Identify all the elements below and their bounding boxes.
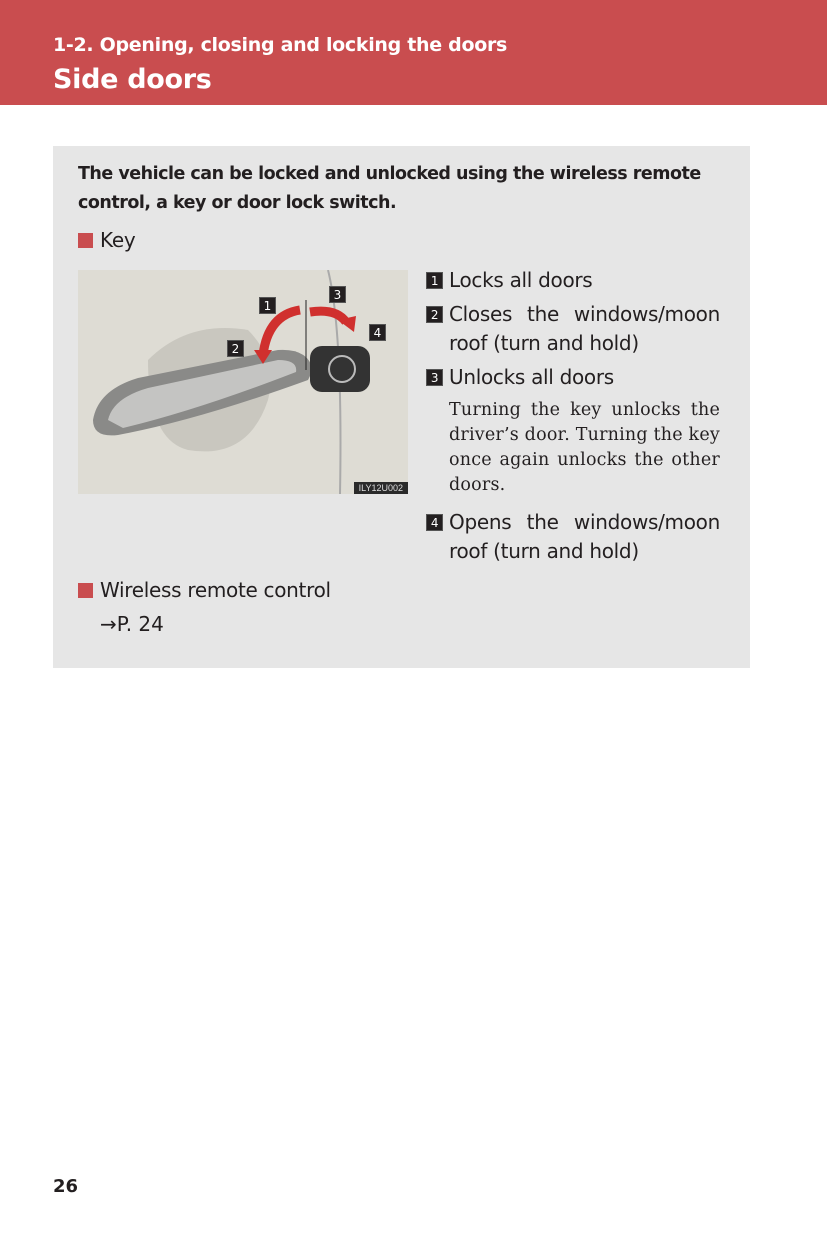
section-title: 1-2. Opening, closing and locking the doors [53,34,508,56]
item-number: 3 [426,369,443,386]
figure-label-3: 3 [329,286,346,303]
page-reference-link[interactable]: →P. 24 [100,612,164,636]
remote-heading-label: Wireless remote control [100,578,331,602]
page-number: 26 [53,1176,79,1197]
door-handle-illustration [78,270,408,494]
list-item [426,266,720,295]
item-note: Turning the key unlocks the driver’s door. Turning the key once again unlocks the other doors. [449,400,721,495]
remote-heading [78,578,331,602]
item-text: Opens the windows/moon roof (turn and hold) [449,510,720,563]
list-item [426,300,720,358]
square-bullet-icon [78,583,93,598]
figure-label-2: 2 [227,340,244,357]
item-text: Unlocks all doors [449,365,614,389]
item-text: Locks all doors [449,268,593,292]
item-number: 2 [426,306,443,323]
list-item [426,508,720,566]
item-number: 4 [426,514,443,531]
square-bullet-icon [78,233,93,248]
item-text: Closes the windows/moon roof (turn and hold) [449,302,720,355]
figure-code: ILY12U002 [354,482,408,494]
intro-text: The vehicle can be locked and unlocked using the wireless remote control, a key or door lock switch. [78,164,701,213]
figure-label-1: 1 [259,297,276,314]
list-item [426,363,720,392]
page-title: Side doors [53,64,212,95]
key-figure [78,270,408,494]
key-heading [78,228,135,252]
content-box [53,146,750,668]
key-heading-label: Key [100,228,136,252]
page-header [0,0,827,105]
item-number: 1 [426,272,443,289]
figure-label-4: 4 [369,324,386,341]
key-operations-list [426,266,720,571]
